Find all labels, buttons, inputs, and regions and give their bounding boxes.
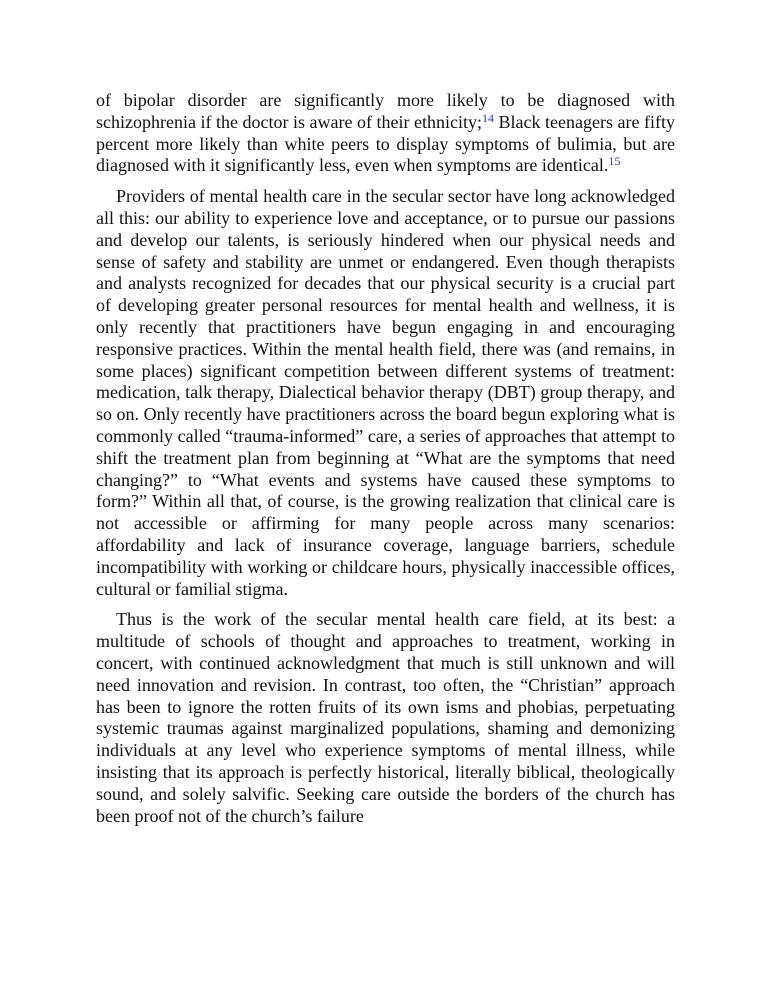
paragraph-2: Providers of mental health care in the secular sector have long acknowledged all this: our ability to experience love and acceptance, or to pursue our passions and develop our talents, is seriously hindered when our physical needs and sense of safety and stability are unmet or endangered. Even though therapists and analysts recognized for decades that our physical security is a crucial part of developing greater personal resources for mental health and wellness, it is only recently that practitioners have begun engaging in and encouraging responsive practices. Within the mental health field, there was (and remains, in some places) significant competition between different systems of treatment: medication, talk therapy, Dialectical behavior therapy (DBT) group therapy, and so on. Only recently have practitioners across the board begun exploring what is commonly called “trauma-informed” care, a series of approaches that attempt to shift the treatment plan from beginning at “What are the symptoms that need changing?” to “What events and systems have caused these symptoms to form?” Within all that, of course, is the growing realization that clinical care is not accessible or affirming for many people across many scenarios: affordability and lack of insurance coverage, language barriers, schedule incompatibility with working or childcare hours, physically inaccessible offices, cultural or familial stigma. [96, 186, 675, 599]
footnote-ref-14[interactable]: 14 [482, 110, 495, 125]
paragraph-1-text-b: Black teenagers are fifty percent more likely than white peers to display symptoms of bulimia, but are diagnosed with it significantly less, even when symptoms are identical. [96, 111, 675, 176]
paragraph-1-text-a: of bipolar disorder are significantly more likely to be diagnosed with schizophrenia if the doctor is aware of their ethnicity; [96, 90, 675, 132]
paragraph-3: Thus is the work of the secular mental health care field, at its best: a multitude of schools of thought and approaches to treatment, working in concert, with continued acknowledgment that much is still unknown and will need innovation and revision. In contrast, too often, the “Christian” approach has been to ignore the rotten fruits of its own isms and phobias, perpetuating systemic traumas against marginalized populations, shaming and demonizing individuals at any level who experience symptoms of mental illness, while insisting that its approach is perfectly historical, literally biblical, theologically sound, and solely salvific. Seeking care outside the borders of the church has been proof not of the church’s failure [96, 609, 675, 826]
footnote-ref-15[interactable]: 15 [608, 154, 621, 169]
paragraph-1 [96, 90, 675, 177]
document-page [96, 90, 675, 836]
